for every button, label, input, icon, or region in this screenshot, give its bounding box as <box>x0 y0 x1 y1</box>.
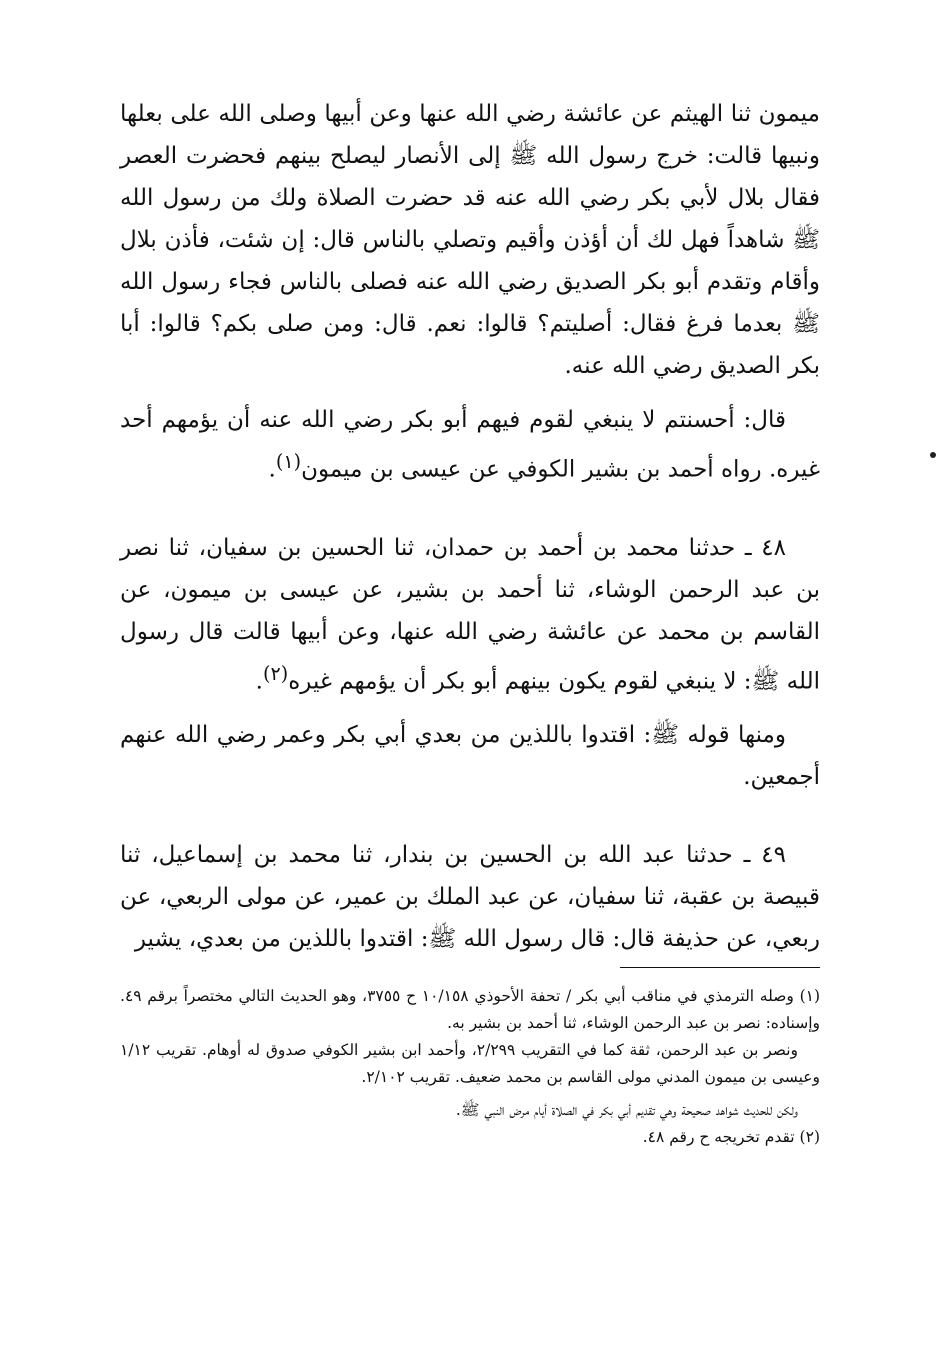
footnote-1-note: ولكن للحديث شواهد صحيحة وهي تقديم أبي بكر في الصلاة أيام مرض النبي ﷺ. <box>455 1101 798 1119</box>
footnote-1: (١) وصله الترمذي في مناقب أبي بكر / تحفة الأحوذي ١٠/١٥٨ ح ٣٧٥٥، وهو الحديث التالي مختصراً برقم ٤٩. وإسناده: نصر بن عبد الرحمن الوشاء، ثنا أحمد بن بشير به. <box>120 987 821 1032</box>
paragraph-4: ومنها قوله ﷺ: اقتدوا باللذين من بعدي أبي بكر وعمر رضي الله عنهم أجمعين. <box>120 722 820 791</box>
main-text <box>120 93 820 960</box>
paragraph-2 <box>120 399 820 491</box>
footnote-divider <box>620 967 820 968</box>
footnotes <box>120 983 820 1151</box>
hadith-49: ٤٩ ـ حدثنا عبد الله بن الحسين بن بندار، ثنا محمد بن إسماعيل، ثنا قبيصة بن عقبة، ثنا سفيان، عن عبد الملك بن عمير، عن مولى الربعي، عن ربعي، عن حذيفة قال: قال رسول الله ﷺ: اقتدوا باللذين من بعدي، يشير <box>120 842 820 953</box>
footnote-1-continued: ونصر بن عبد الرحمن، ثقة كما في التقريب ٢/٢٩٩، وأحمد ابن بشير الكوفي صدوق له أوهام. تقريب ١/١٢ وعيسى بن ميمون المدني مولى القاسم بن محمد ضعيف. تقريب ٢/١٠٢. <box>120 1041 820 1086</box>
hadith-48-text: ٤٨ ـ حدثنا محمد بن أحمد بن حمدان، ثنا الحسين بن سفيان، ثنا نصر بن عبد الرحمن الوشاء، ثنا أحمد بن بشير، عن عيسى بن ميمون، عن القاسم بن محمد عن عائشة رضي الله عنها، وعن أبيها قالت قال رسول الله ﷺ: لا ينبغي لقوم يكون بينهم أبو بكر أن يؤمهم غيره <box>120 534 820 695</box>
footnote-ref-2: (٢) <box>262 661 289 685</box>
paragraph-2-text: قال: أحسنتم لا ينبغي لقوم فيهم أبو بكر رضي الله عنه أن يؤمهم أحد غيره. رواه أحمد بن بشير الكوفي عن عيسى بن ميمون <box>120 407 820 483</box>
hadith-48-end: . <box>255 668 263 695</box>
footnote-ref-1: (١) <box>275 450 302 473</box>
margin-dot <box>930 452 936 458</box>
hadith-48 <box>120 527 820 703</box>
paragraph-2-end: . <box>268 456 276 483</box>
footnote-2: (٢) تقدم تخريجه ح رقم ٤٨. <box>642 1128 820 1146</box>
paragraph-1: ميمون ثنا الهيثم عن عائشة رضي الله عنها وعن أبيها وصلى الله على بعلها ونبيها قالت: خرج رسول الله ﷺ إلى الأنصار ليصلح بينهم فحضرت العصر فقال بلال لأبي بكر رضي الله عنه قد حضرت الصلاة ولك من رسول الله ﷺ شاهداً فهل لك أن أؤذن وأقيم وتصلي بالناس قال: إن شئت، فأذن بلال وأقام وتقدم أبو بكر الصديق رضي الله عنه فصلى بالناس فجاء رسول الله ﷺ بعدما فرغ فقال: أصليتم؟ قالوا: نعم. قال: ومن صلى بكم؟ قالوا: أبا بكر الصديق رضي الله عنه. <box>120 101 820 379</box>
